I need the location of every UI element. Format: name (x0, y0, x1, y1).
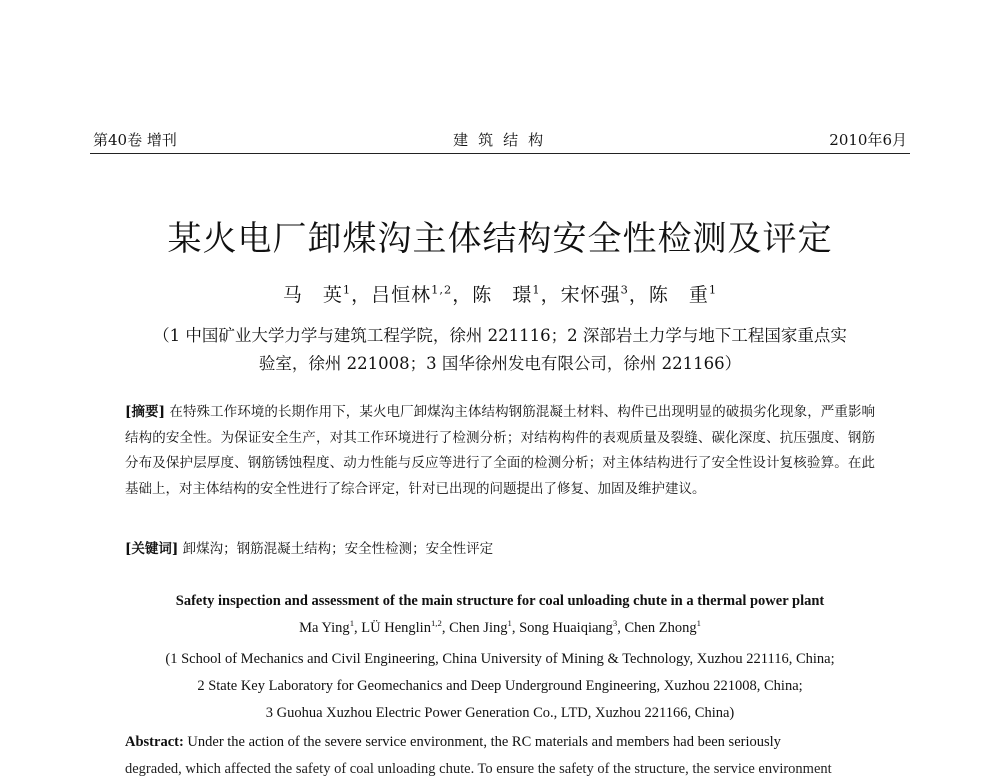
running-header (93, 128, 907, 150)
abstract-cn-text: 在特殊工作环境的长期作用下，某火电厂卸煤沟主体结构钢筋混凝土材料、构件已出现明显的破损劣化现象，严重影响结构的安全性。为保证安全生产，对其工作环境进行了检测分析；对结构构件的表观质量及裂缝、碳化深度、抗压强度、钢筋分布及保护层厚度、钢筋锈蚀程度、动力性能与反应等进行了全面的检测分析；对主体结构进行了安全性设计复核验算。在此基础上，对主体结构的安全性进行了综合评定，针对已出现的问题提出了修复、加固及维护建议。 (125, 404, 876, 497)
affiliations-cn (130, 322, 870, 378)
keywords-cn (125, 537, 875, 561)
author-cn: 陈 璟$^1$ (472, 282, 541, 306)
abstract-en-cutoff-line: degraded, which affected the safety of coal unloading chute. To ensure the safety of the structure, the service environment (125, 761, 832, 777)
affiliation-line: 2 State Key Laboratory for Geomechanics and Deep Underground Engineering, Xuzhou 221008, China; (197, 678, 803, 694)
affiliation-line: (1 School of Mechanics and Civil Engineering, China University of Mining & Technology, Xuzhou 221116, China; (165, 651, 835, 667)
abstract-en-text: Under the action of the severe service environment, the RC materials and members had been seriously (187, 734, 781, 750)
authors-cn: 马 英$^1$，吕恒林$^{1,2}$，陈 璟$^1$，宋怀强$^3$，陈 重$^1$ (282, 282, 718, 306)
affiliation-line: （1 中国矿业大学力学与建筑工程学院，徐州 221116；2 深部岩土力学与地下工程国家重点实 (153, 326, 847, 345)
author-en: Chen Zhong$^1$ (624, 618, 701, 636)
issue-date: 2010年6月 (829, 131, 907, 149)
keywords-cn-text: 卸煤沟；钢筋混凝土结构；安全性检测；安全性评定 (182, 541, 494, 557)
author-cn: 吕恒林$^{1,2}$ (371, 282, 453, 306)
affiliation-line: 3 Guohua Xuzhou Electric Power Generation Co., LTD, Xuzhou 221166, China) (265, 705, 735, 721)
affiliation-line: 验室，徐州 221008；3 国华徐州发电有限公司，徐州 221166） (258, 354, 742, 373)
author-cn: 陈 重$^1$ (648, 282, 718, 306)
paper-title-cn: 某火电厂卸煤沟主体结构安全性检测及评定 (167, 218, 833, 259)
header-divider (90, 153, 910, 154)
keywords-cn-label: [关键词] (125, 541, 179, 557)
author-en: Ma Ying$^1$ (299, 618, 355, 636)
abstract-cn (125, 400, 875, 502)
author-en: Song Huaiqiang$^3$ (519, 618, 618, 636)
authors-en: Ma Ying$^1$, LÜ Henglin$^{1,2}$, Chen Jing$^1$, Song Huaiqiang$^3$, Chen Zhong$^1$ (299, 618, 701, 636)
abstract-en (125, 729, 875, 783)
journal-volume: 第40卷 增刊 (93, 131, 177, 149)
affiliations-en (100, 646, 900, 727)
author-en: Chen Jing$^1$ (449, 618, 512, 636)
paper-title-en: Safety inspection and assessment of the main structure for coal unloading chute in a thermal power plant (175, 593, 825, 609)
abstract-en-label: Abstract: (125, 734, 184, 750)
author-cn: 宋怀强$^3$ (560, 282, 629, 306)
abstract-cn-label: [摘要] (125, 404, 165, 420)
author-en: LÜ Henglin$^{1,2}$ (361, 618, 442, 636)
journal-name: 建筑结构 (453, 131, 554, 149)
author-cn: 马 英$^1$ (282, 282, 352, 306)
